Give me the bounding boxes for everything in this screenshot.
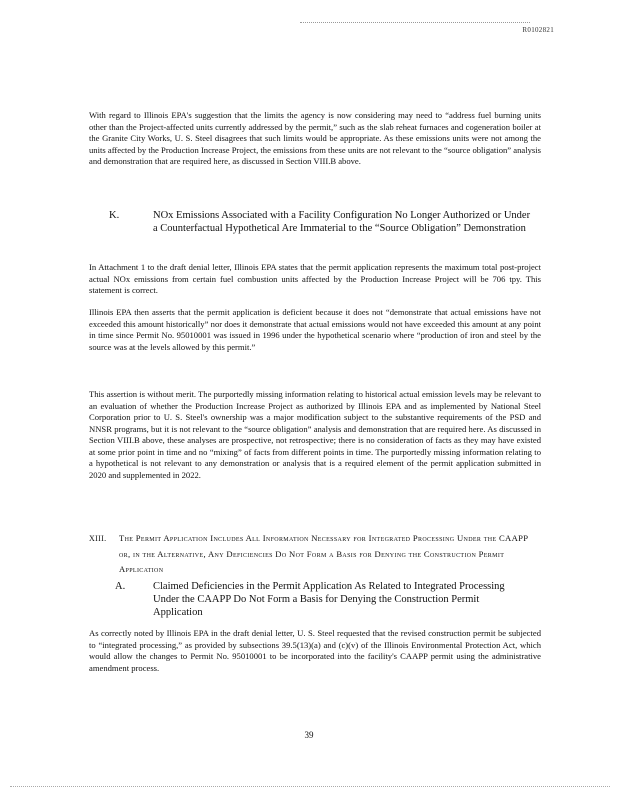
- paragraph-deficiency-assertion: Illinois EPA then asserts that the permit application is deficient because it does not “demonstrate that actual emissions have not exceeded this amount historically” nor does it demonstrate that actual emissions would not have exceeded this amount at any point in time since Permit No. 95010001 was issued in 1996 under the hypothetical scenario where “production of iron and steel by the source was at the levels allowed by this permit.”: [89, 307, 541, 352]
- scan-artifact-bottom: [10, 786, 610, 789]
- paragraph-integrated-processing: As correctly noted by Illinois EPA in the draft denial letter, U. S. Steel requested that the revised construction permit be subjected to “integrated processing,” as provided by subsections 39.5(13)(a) and (c)(v) of the Illinois Environmental Protection Act, which would allow the changes to Permit No. 95010001 to be incorporated into the facility's CAAPP permit using the administrative amendment process.: [89, 628, 541, 673]
- paragraph-without-merit: This assertion is without merit. The purportedly missing information relating to historical actual emission levels may be relevant to an evaluation of whether the Production Increase Project as authorized by Illinois EPA and as implemented by National Steel Corporation prior to U. S. Steel's ownership was a major modification subject to the substantive requirements of the PSD and NNSR programs, but it is not relevant to the “source obligation” analysis and demonstration that are required here. As discussed in Section VIII.B above, these analyses are prospective, not retrospective; there is no consideration of facts as they may have existed at some prior point in time and no “mixing” of facts from different points in time. The purportedly missing information relating to a hypothetical is not relevant to any demonstration or analysis that is a required element of the permit application submitted in 2020 and supplemented in 2022.: [89, 389, 541, 480]
- section-number-xiii: XIII.: [89, 534, 107, 543]
- section-heading-k: [89, 209, 541, 235]
- section-letter-a: A.: [115, 581, 126, 592]
- paragraph-fuel-burning-units: With regard to Illinois EPA's suggestion that the limits the agency is now considering may need to “address fuel burning units other than the Project-affected units currently addressed by the permit,” such as the slab reheat furnaces and cogeneration boiler at the Granite City Works, U. S. Steel disagrees that such limits would be appropriate. As these emissions units were not among the units affected by the Production Increase Project, the emissions from these units are not relevant to the “source obligation” analysis and demonstration that are required here, as discussed in Section VIII.B above.: [89, 110, 541, 166]
- page-number: 39: [304, 730, 314, 740]
- scan-artifact-top: [300, 22, 530, 25]
- document-id: R0102821: [522, 26, 554, 34]
- section-heading-a: [89, 580, 541, 619]
- section-heading-xiii: [89, 531, 541, 578]
- section-letter-k: K.: [109, 210, 120, 221]
- section-title-xiii: The Permit Application Includes All Information Necessary for Integrated Processing Under the CAAPP or, in the Alternative, Any Deficiencies Do Not Form a Basis for Denying the Construction Permit Application: [119, 533, 529, 574]
- section-title-k: NOx Emissions Associated with a Facility Configuration No Longer Authorized or Under a Counterfactual Hypothetical Are Immaterial to the “Source Obligation” Demonstration: [153, 210, 531, 234]
- paragraph-attachment-1: In Attachment 1 to the draft denial letter, Illinois EPA states that the permit application represents the maximum total post-project actual NOx emissions from certain fuel combustion units affected by the Production Increase Project will be 706 tpy. This statement is correct.: [89, 262, 541, 295]
- section-title-a: Claimed Deficiencies in the Permit Application As Related to Integrated Processing Under the CAAPP Do Not Form a Basis for Denying the Construction Permit Application: [153, 581, 505, 618]
